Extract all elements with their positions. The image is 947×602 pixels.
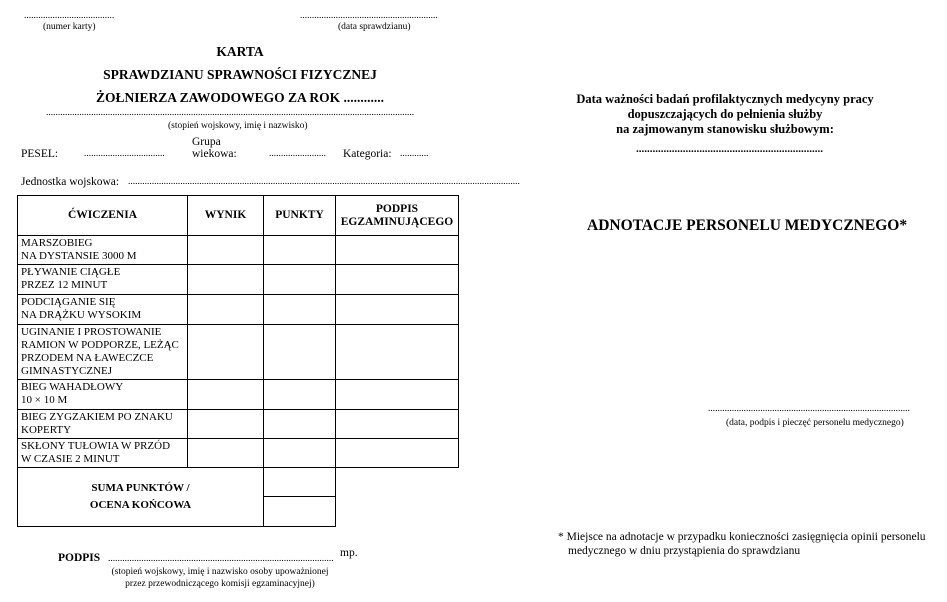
exercise-table — [17, 195, 459, 527]
signature-caption-line-1: (stopień wojskowy, imię i nazwisko osoby upoważnionej — [111, 567, 329, 577]
footnote — [558, 530, 926, 558]
exercise-line: KOPERTY — [21, 424, 72, 436]
exercise-line: NA DRĄŻKU WYSOKIM — [21, 309, 142, 321]
signature-caption-line-2: przez przewodniczącego komisji egzaminacyjnej) — [125, 579, 315, 589]
table-row — [18, 265, 459, 295]
age-group-label-2: wiekowa: — [192, 148, 237, 160]
footnote-line-1: * Miejsce na adnotacje w przypadku konieczności zasięgnięcia opinii personelu — [558, 531, 926, 543]
validity-line-2: dopuszczających do pełnienia służby — [627, 107, 823, 121]
result-cell[interactable] — [188, 236, 264, 265]
card-number-label: (numer karty) — [43, 22, 96, 32]
signature-label: PODPIS — [58, 552, 101, 564]
military-unit-dots[interactable]: ..................................................................................................................................................................... — [128, 177, 520, 187]
category-dots[interactable]: ............ — [400, 149, 429, 159]
medical-signature-dots[interactable]: ..................................................................................... — [708, 404, 910, 414]
result-cell[interactable] — [188, 295, 264, 325]
person-name-label: (stopień wojskowy, imię i nazwisko) — [168, 121, 308, 131]
signature-cell[interactable] — [336, 325, 459, 380]
sum-label-line-2: OCENA KOŃCOWA — [89, 499, 192, 511]
exercise-line: GIMNASTYCZNEJ — [21, 365, 113, 377]
test-date-dots[interactable]: .......................................................... — [300, 11, 438, 21]
title-line-3: ŻOŁNIERZA ZAWODOWEGO ZA ROK ............ — [95, 90, 385, 105]
exercise-name — [18, 439, 188, 468]
signature-cell[interactable] — [336, 410, 459, 439]
empty-cell — [336, 468, 459, 497]
medical-validity-heading — [560, 92, 890, 137]
document-title — [20, 40, 460, 109]
table-header-row — [18, 196, 459, 236]
title-line-2: SPRAWDZIANU SPRAWNOŚCI FIZYCZNEJ — [103, 67, 377, 82]
result-cell[interactable] — [188, 410, 264, 439]
exercise-line: RAMION W PODPORZE, LEŻĄC — [21, 339, 179, 351]
points-cell[interactable] — [264, 439, 336, 468]
pesel-dots[interactable]: .................................. — [84, 149, 165, 159]
exercise-line: UGINANIE I PROSTOWANIE — [21, 326, 162, 338]
table-row — [18, 295, 459, 325]
points-cell[interactable] — [264, 295, 336, 325]
header-points: PUNKTY — [264, 196, 336, 236]
result-cell[interactable] — [188, 439, 264, 468]
table-row — [18, 380, 459, 410]
exercise-line: BIEG WAHADŁOWY — [21, 381, 124, 393]
card-number-dots[interactable]: ...................................... — [24, 11, 115, 21]
person-name-dots[interactable]: ........................................................................................................................................................... — [46, 108, 415, 118]
title-line-1: KARTA — [216, 44, 264, 59]
exercise-line: PŁYWANIE CIĄGŁE — [21, 266, 121, 278]
test-date-label: (data sprawdzianu) — [338, 22, 411, 32]
military-unit-label: Jednostka wojskowa: — [21, 176, 120, 188]
exercise-name — [18, 325, 188, 380]
medical-annotations-title: ADNOTACJE PERSONELU MEDYCZNEGO* — [587, 217, 908, 234]
exercise-name — [18, 295, 188, 325]
signature-caption — [100, 566, 340, 590]
stamp-place-label: mp. — [340, 547, 358, 559]
empty-cell — [336, 497, 459, 527]
signature-cell[interactable] — [336, 265, 459, 295]
exercise-line: W CZASIE 2 MINUT — [21, 453, 120, 465]
exercise-line: NA DYSTANSIE 3000 M — [21, 250, 137, 262]
header-exercises: ĆWICZENIA — [18, 196, 188, 236]
exercise-line: PODCIĄGANIE SIĘ — [21, 296, 116, 308]
result-cell[interactable] — [188, 325, 264, 380]
signature-cell[interactable] — [336, 236, 459, 265]
sum-label-line-1: SUMA PUNKTÓW / — [91, 482, 190, 494]
exercise-name — [18, 265, 188, 295]
validity-line-1: Data ważności badań profilaktycznych medycyny pracy — [576, 92, 874, 106]
exercise-line: PRZODEM NA ŁAWECZCE — [21, 352, 154, 364]
points-cell[interactable] — [264, 265, 336, 295]
sum-points-cell[interactable] — [264, 468, 336, 497]
signature-dots[interactable]: ............................................................................................... — [108, 554, 334, 564]
result-cell[interactable] — [188, 265, 264, 295]
header-result: WYNIK — [188, 196, 264, 236]
points-cell[interactable] — [264, 236, 336, 265]
category-label: Kategoria: — [343, 148, 392, 160]
points-cell[interactable] — [264, 410, 336, 439]
exercise-line: MARSZOBIEG — [21, 237, 93, 249]
exercise-line: BIEG ZYGZAKIEM PO ZNAKU — [21, 411, 173, 423]
exercise-line: PRZEZ 12 MINUT — [21, 279, 108, 291]
points-cell[interactable] — [264, 380, 336, 410]
table-row — [18, 410, 459, 439]
exercise-line: 10 × 10 M — [21, 394, 68, 406]
sum-row — [18, 468, 459, 497]
exercise-name — [18, 380, 188, 410]
header-examiner-signature: PODPIS EGZAMINUJĄCEGO — [336, 196, 459, 236]
table-row — [18, 236, 459, 265]
validity-date-dots[interactable]: .................................................................... — [636, 143, 823, 155]
pesel-label: PESEL: — [21, 148, 59, 160]
signature-cell[interactable] — [336, 295, 459, 325]
result-cell[interactable] — [188, 380, 264, 410]
exercise-name — [18, 410, 188, 439]
age-group-dots[interactable]: ........................ — [269, 149, 326, 159]
medical-signature-caption: (data, podpis i pieczęć personelu medycznego) — [726, 418, 904, 428]
points-cell[interactable] — [264, 325, 336, 380]
table-row — [18, 439, 459, 468]
footnote-line-2: medycznego w dniu przystąpienia do sprawdzianu — [568, 545, 801, 557]
table-row — [18, 325, 459, 380]
validity-line-3: na zajmowanym stanowisku służbowym: — [616, 122, 834, 136]
signature-cell[interactable] — [336, 380, 459, 410]
age-group-label-1: Grupa — [192, 136, 221, 148]
exercise-name — [18, 236, 188, 265]
sum-label — [18, 468, 264, 527]
signature-cell[interactable] — [336, 439, 459, 468]
final-grade-cell[interactable] — [264, 497, 336, 527]
exercise-line: SKŁONY TUŁOWIA W PRZÓD — [21, 440, 171, 452]
